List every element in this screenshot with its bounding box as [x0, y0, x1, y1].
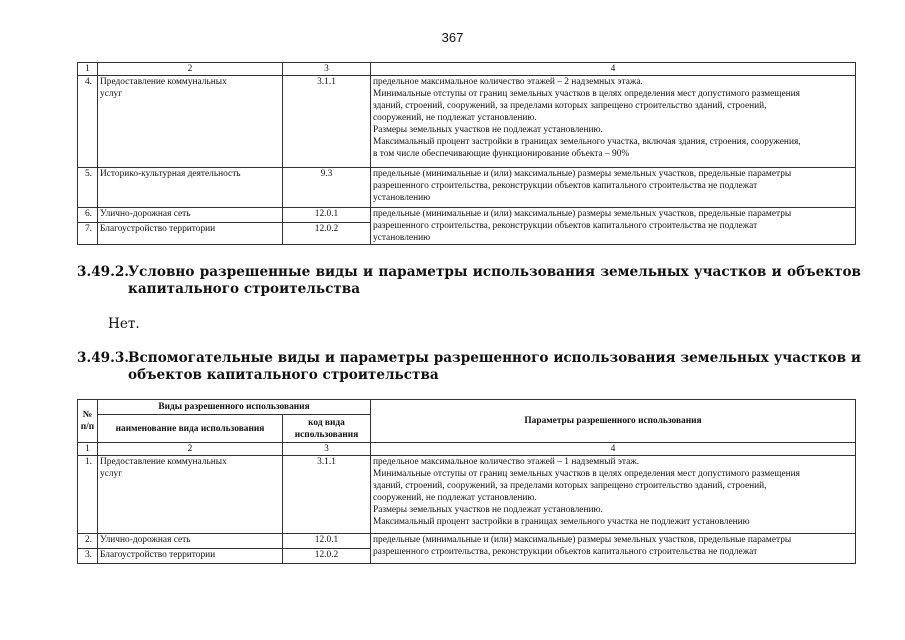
section-number: 3.49.3.: [77, 350, 130, 366]
use-name: [98, 168, 283, 208]
section-number: 3.49.2.: [77, 264, 130, 280]
section-title: Условно разрешенные виды и параметры использования земельных участков и объектов капитального строительства: [128, 264, 861, 297]
section-heading-conditional: [77, 264, 861, 298]
page-number: 367: [441, 30, 464, 45]
use-code: 3.1.1: [283, 76, 371, 168]
column-number: 2: [98, 443, 283, 456]
params-line: установлению: [373, 193, 431, 203]
params-line: зданий, строений, сооружений, за пределами которых запрещено строительство зданий, строений,: [373, 101, 767, 111]
table-row: [78, 208, 856, 223]
section-body-none: Нет.: [108, 316, 140, 332]
use-params: [371, 168, 856, 208]
use-name-line: услуг: [100, 469, 123, 479]
table-row: [78, 456, 856, 534]
use-name-line: услуг: [100, 89, 123, 99]
use-code: 12.0.2: [283, 549, 371, 564]
header-name: наименование вида использования: [98, 415, 283, 443]
use-name: [98, 223, 283, 245]
header-params: Параметры разрешенного использования: [371, 400, 856, 443]
params-line: Размеры земельных участков не подлежат установлению.: [373, 125, 603, 135]
column-number: 4: [371, 443, 856, 456]
params-line: предельные (минимальные и (или) максимальные) размеры земельных участков, предельные параметры: [373, 169, 792, 179]
use-code: 12.0.2: [283, 223, 371, 245]
use-params: [371, 76, 856, 168]
column-number: 3: [283, 443, 371, 456]
use-code: 12.0.1: [283, 534, 371, 549]
column-number: 1: [78, 443, 98, 456]
params-line: предельное максимальное количество этажей – 1 надземный этаж.: [373, 457, 640, 467]
row-number: 1.: [78, 456, 98, 534]
column-number-row: [78, 443, 856, 456]
use-code: 12.0.1: [283, 208, 371, 223]
use-name-line: Предоставление коммунальных: [100, 77, 227, 87]
column-number: 2: [98, 63, 283, 76]
use-name: [98, 534, 283, 549]
column-number: 4: [371, 63, 856, 76]
row-number: 5.: [78, 168, 98, 208]
section-heading-auxiliary: [77, 350, 861, 384]
use-name: [98, 208, 283, 223]
params-line: разрешенного строительства, реконструкции объектов капитального строительства не подлежат: [373, 547, 758, 557]
use-params-merged: [371, 208, 856, 245]
params-line: Размеры земельных участков не подлежат установлению.: [373, 505, 603, 515]
row-number: 7.: [78, 223, 98, 245]
use-code: 3.1.1: [283, 456, 371, 534]
row-number: 4.: [78, 76, 98, 168]
use-name: [98, 456, 283, 534]
land-use-table-main: [77, 62, 856, 245]
header-num: № п/п: [78, 400, 98, 443]
params-line: сооружений, не подлежат установлению.: [373, 113, 537, 123]
land-use-table-auxiliary: [77, 399, 856, 564]
row-number: 2.: [78, 534, 98, 549]
use-params-merged: [371, 534, 856, 564]
header-code: код вида использования: [283, 415, 371, 443]
params-line: установлению: [373, 233, 431, 243]
params-line: предельные (минимальные и (или) максимальные) размеры земельных участков, предельные параметры: [373, 535, 792, 545]
params-line: Максимальный процент застройки в границах земельного участка не подлежит установлению: [373, 517, 750, 527]
params-line: предельное максимальное количество этажей – 2 надземных этажа.: [373, 77, 643, 87]
column-number-row: [78, 63, 856, 76]
use-name-line: Улично-дорожная сеть: [100, 209, 191, 219]
params-line: сооружений, не подлежат установлению.: [373, 493, 537, 503]
section-title: Вспомогательные виды и параметры разрешенного использования земельных участков и объектов капитального строительства: [128, 350, 861, 383]
table-row: [78, 168, 856, 208]
params-line: разрешенного строительства, реконструкции объектов капитального строительства не подлежат: [373, 221, 758, 231]
use-name: [98, 76, 283, 168]
params-line: Минимальные отступы от границ земельных участков в целях определения мест допустимого размещения: [373, 89, 800, 99]
use-name-line: Улично-дорожная сеть: [100, 535, 191, 545]
use-name-line: Историко-культурная деятельность: [100, 169, 241, 179]
use-params: [371, 456, 856, 534]
params-line: в том числе обеспечивающие функционирование объекта – 90%: [373, 149, 630, 159]
params-line: Минимальные отступы от границ земельных участков в целях определения мест допустимого размещения: [373, 469, 800, 479]
header-group: Виды разрешенного использования: [98, 400, 371, 415]
params-line: предельные (минимальные и (или) максимальные) размеры земельных участков, предельные параметры: [373, 209, 792, 219]
use-name-line: Благоустройство территории: [100, 550, 216, 560]
row-number: 3.: [78, 549, 98, 564]
params-line: зданий, строений, сооружений, за пределами которых запрещено строительство зданий, строений,: [373, 481, 767, 491]
use-name-line: Благоустройство территории: [100, 224, 216, 234]
params-line: Максимальный процент застройки в границах земельного участка, включая здания, строения, сооружения,: [373, 137, 801, 147]
use-code: 9.3: [283, 168, 371, 208]
column-number: 3: [283, 63, 371, 76]
params-line: разрешенного строительства, реконструкции объектов капитального строительства не подлежат: [373, 181, 758, 191]
column-number: 1: [78, 63, 98, 76]
table-row: [78, 534, 856, 549]
row-number: 6.: [78, 208, 98, 223]
table-row: [78, 76, 856, 168]
use-name-line: Предоставление коммунальных: [100, 457, 227, 467]
header-row: [78, 400, 856, 415]
use-name: [98, 549, 283, 564]
